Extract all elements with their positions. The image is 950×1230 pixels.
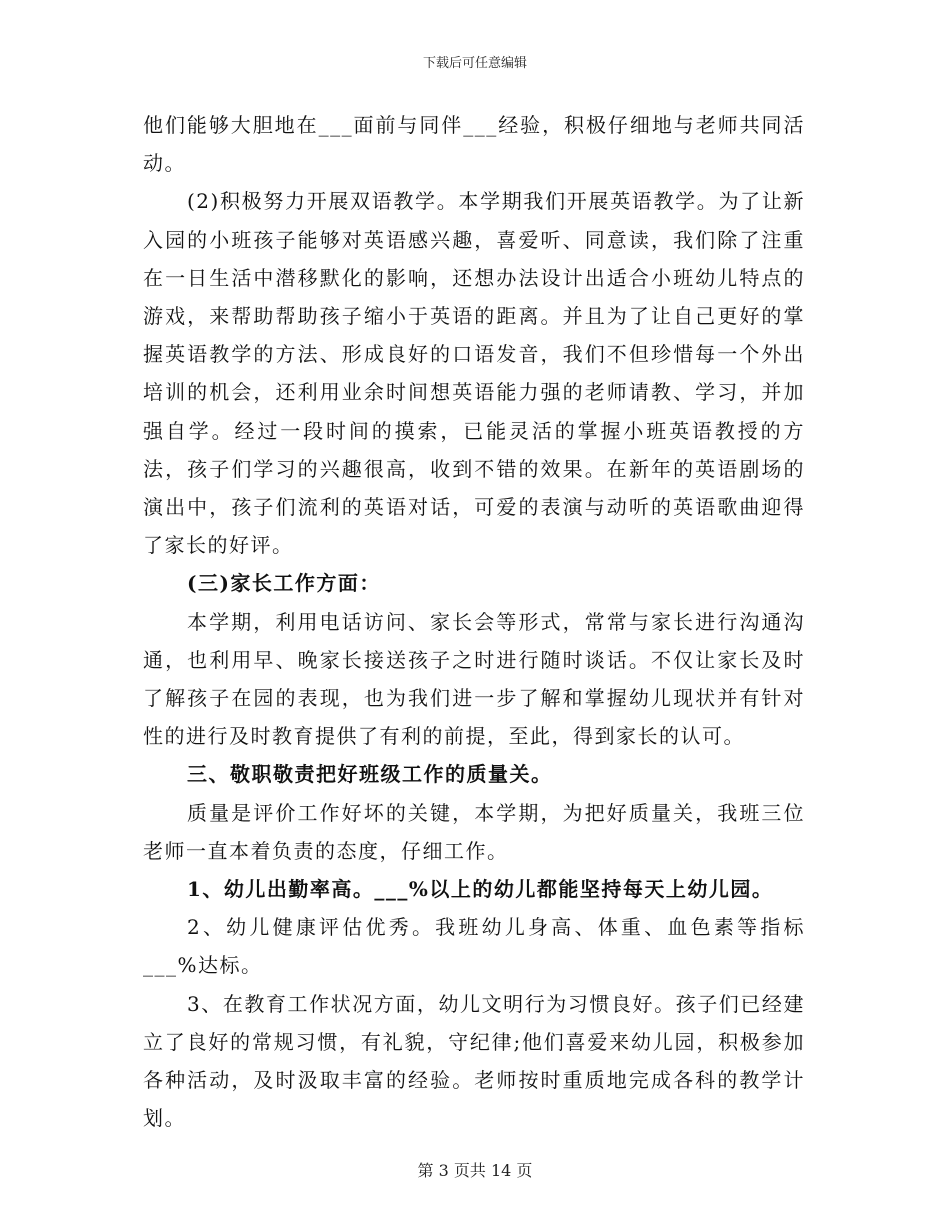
paragraph-1: 他们能够大胆地在___面前与同伴___经验，积极仔细地与老师共同活动。 <box>143 113 805 176</box>
paragraph-2: (2)积极努力开展双语教学。本学期我们开展英语教学。为了让新入园的小班孩子能够对英语感兴趣，喜爱听、同意读，我们除了注重在一日生活中潜移默化的影响，还想办法设计出适合小班幼儿特点的游戏，来帮助帮助孩子缩小于英语的距离。并且为了让自己更好的掌握英语教学的方法、形成良好的口语发音，我们不但珍惜每一个外出培训的机会，还利用业余时间想英语能力强的老师请教、学习，并加强自学。经过一段时间的摸索，已能灵活的掌握小班英语教授的方法，孩子们学习的兴趣很高，收到不错的效果。在新年的英语剧场的演出中，孩子们流利的英语对话，可爱的表演与动听的英语歌曲迎得了家长的好评。 <box>143 189 805 558</box>
item-health: 2、幼儿健康评估优秀。我班幼儿身高、体重、血色素等指标___%达标。 <box>143 915 805 978</box>
item-attendance: 1、幼儿出勤率高。___%以上的幼儿都能坚持每天上幼儿园。 <box>187 877 774 902</box>
item-education: 3、在教育工作状况方面，幼儿文明行为习惯良好。孩子们已经建立了良好的常规习惯，有礼貌，守纪律;他们喜爱来幼儿园，积极参加各种活动，及时汲取丰富的经验。老师按时重质地完成各科的教学计划。 <box>143 991 805 1131</box>
document-body <box>143 106 805 1137</box>
section-heading-parents: (三)家长工作方面： <box>187 571 381 596</box>
paragraph-4: 本学期，利用电话访问、家长会等形式，常常与家长进行沟通沟通，也利用早、晚家长接送孩子之时进行随时谈话。不仅让家长及时了解孩子在园的表现，也为我们进一步了解和掌握幼儿现状并有针对性的进行及时教育提供了有利的前提，至此，得到家长的认可。 <box>143 609 805 749</box>
section-heading-quality: 三、敬职敬责把好班级工作的质量关。 <box>187 762 553 787</box>
page-header: 下载后可任意编辑 <box>422 56 527 71</box>
paragraph-6: 质量是评价工作好坏的关键，本学期，为把好质量关，我班三位老师一直本着负责的态度，仔细工作。 <box>143 800 805 863</box>
page-footer: 第 3 页共 14 页 <box>417 1161 533 1180</box>
